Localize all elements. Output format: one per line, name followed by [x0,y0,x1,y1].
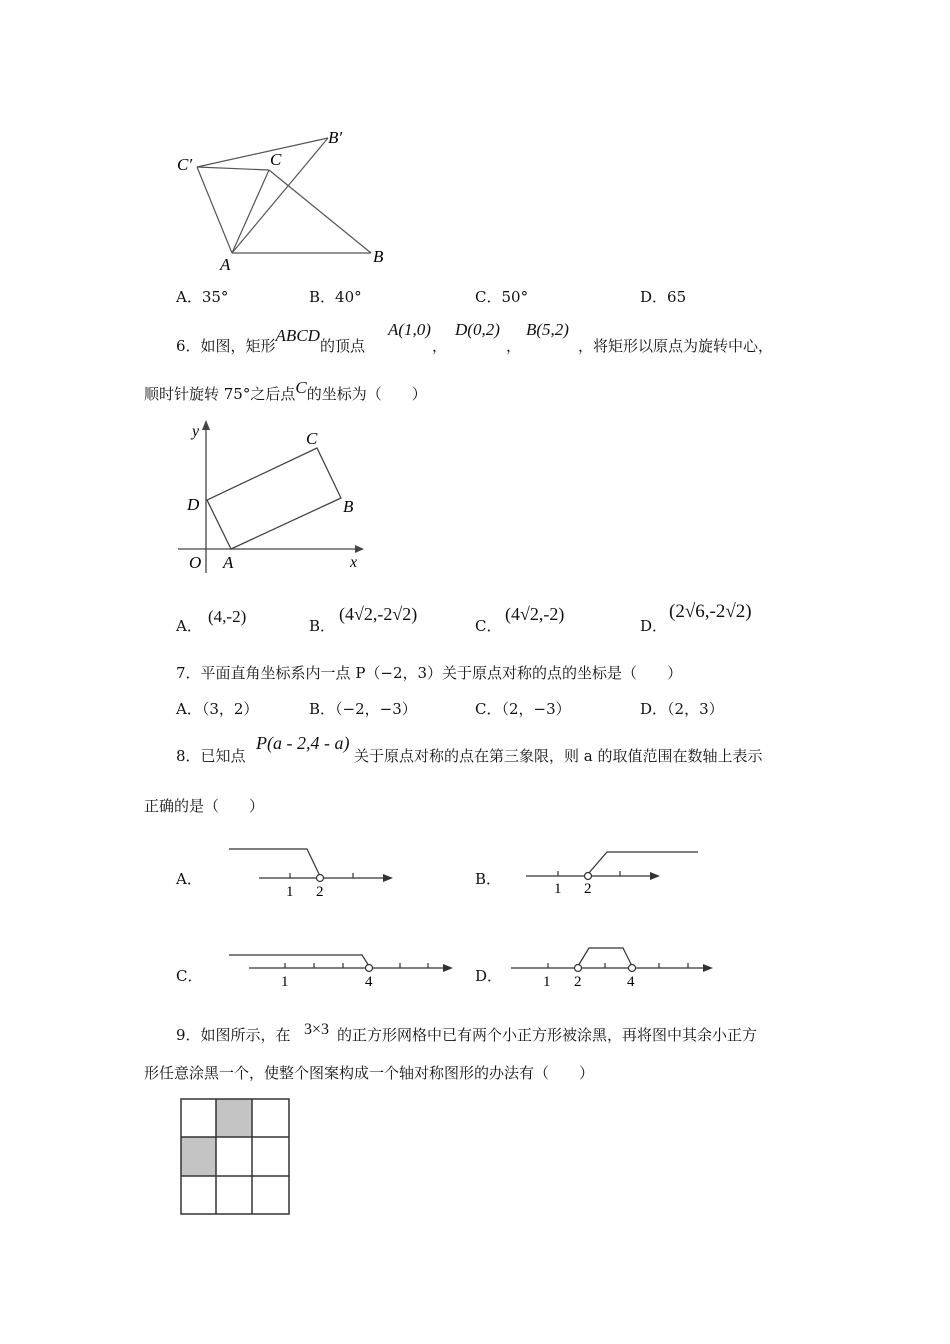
label-b-prime: B′ [328,128,343,147]
q6-text-line2: 顺时针旋转 75°之后点C的坐标为（ ） [144,378,427,403]
label-d: D [187,495,200,514]
tick-label: 2 [584,881,592,897]
label-c: C [306,429,318,448]
q8-option-b-numberline [520,840,705,900]
q8-option-a-numberline [225,840,400,900]
q8-text-line1a: 8．已知点 [176,747,246,765]
q6-option-b: B． [309,617,336,635]
q7-option-d: D．（2，3） [640,700,724,718]
q6-option-a: A． [176,617,202,635]
q5-figure [170,125,400,275]
q8-option-a-label: A． [176,870,202,888]
tick-label: 1 [543,974,551,990]
q8-option-c-numberline [225,943,460,993]
q7-text: 7．平面直角坐标系内一点 P（−2，3）关于原点对称的点的坐标是（ ） [176,664,683,682]
q5-option-d: D．65 [640,288,687,306]
tick-label: 4 [365,974,373,990]
tick-label: 1 [286,884,294,900]
tick-label: 1 [281,974,289,990]
q9-text-line1b: 的正方形网格中已有两个小正方形被涂黑，再将图中其余小正方 [337,1026,758,1044]
q9-grid [178,1096,293,1218]
q8-option-d-label: D． [475,967,503,985]
q5-option-c: C．50° [475,288,529,306]
label-c: C [270,150,282,169]
q5-option-b: B．40° [309,288,362,306]
label-a: A [220,255,231,274]
q6-point-b: B(5,2) [526,320,569,339]
axis-x-label: x [350,554,358,571]
q6-text-line1: 6．如图，矩形ABCD的顶点 [176,326,365,355]
origin-label: O [189,553,202,572]
q7-option-c: C．（2，−3） [475,700,571,718]
q9-grid-size: 3×3 [304,1021,330,1038]
tick-label: 2 [574,974,582,990]
axis-y-label: y [192,423,200,440]
rect-name: ABCD [275,326,320,345]
q8-option-b-label: B． [475,870,502,888]
tick-label: 1 [554,881,562,897]
point-c: C [295,378,307,397]
q8-text-line1b: 关于原点对称的点在第三象限，则 a 的取值范围在数轴上表示 [354,747,763,765]
q9-text-line1a: 9．如图所示，在 [176,1026,291,1044]
q8-text-line2: 正确的是（ ） [144,797,265,815]
q8-option-d-numberline [505,935,720,993]
q7-option-b: B．（−2，−3） [309,700,417,718]
label-a: A [223,553,234,572]
q6-option-c: C． [475,617,502,635]
q7-option-a: A．（3，2） [176,700,259,718]
q6-point-a: A(1,0) [388,320,431,339]
q6-figure [175,418,375,578]
q9-text-line2: 形任意涂黑一个，使整个图案构成一个轴对称图形的办法有（ ） [144,1064,595,1082]
tick-label: 4 [627,974,635,990]
q8-point: P(a - 2,4 - a) [256,733,350,753]
tick-label: 2 [316,884,324,900]
q8-option-c-label: C． [176,967,203,985]
label-b: B [373,247,384,266]
label-c-prime: C′ [177,155,193,174]
q5-option-a: A．35° [176,288,229,306]
label-b: B [343,497,354,516]
q6-point-d: D(0,2) [455,320,500,339]
q6-option-d: D． [640,617,668,635]
